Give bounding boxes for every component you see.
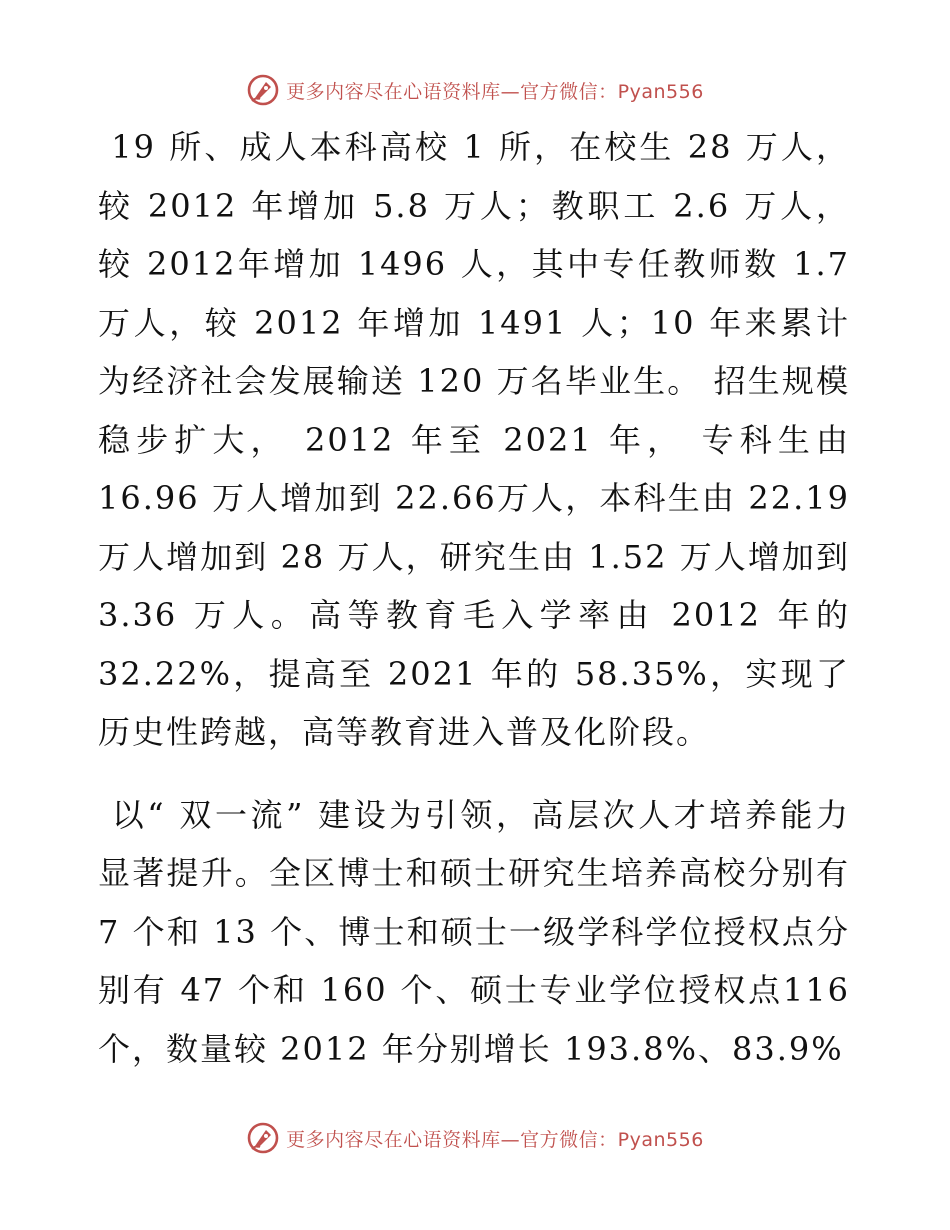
paragraph-1: 19 所、成人本科高校 1 所，在校生 28 万人，较 2012 年增加 5.8 万人；教职工 2.6 万人，较 2012年增加 1496 人，其中专任教师数 1.7 万人，较 2012 年增加 1491 人；10 年来累计为经济社会发展输送 120 万名毕业生。 招生规模稳步扩大， 2012 年至 2021 年， 专科生由 16.96 万人增加到 22.66万人，本科生由 22.19 万人增加到 28 万人，研究生由 1.52 万人增加到 3.36 万人。高等教育毛入学率由 2012 年的 32.22%，提高至 2021 年的 58.35%，实现了历史性跨越，高等教育进入普及化阶段。 [98,128,863,751]
footer-banner-text: 更多内容尽在心语资料库—官方微信：Pyan556 [286,1128,704,1151]
document-body [98,118,863,1078]
pen-nib-logo-icon [246,1121,280,1155]
footer-banner [0,1116,950,1160]
header-banner [0,68,950,112]
header-banner-text: 更多内容尽在心语资料库—官方微信：Pyan556 [286,80,704,103]
paragraph-2: 以“ 双一流” 建设为引领，高层次人才培养能力显著提升。全区博士和硕士研究生培养高校分别有 7 个和 13 个、博士和硕士一级学科学位授权点分别有 47 个和 160 个、硕士专业学位授权点116 个，数量较 2012 年分别增长 193.8%、83.9% [98,795,863,1068]
pen-nib-logo-icon [246,73,280,107]
